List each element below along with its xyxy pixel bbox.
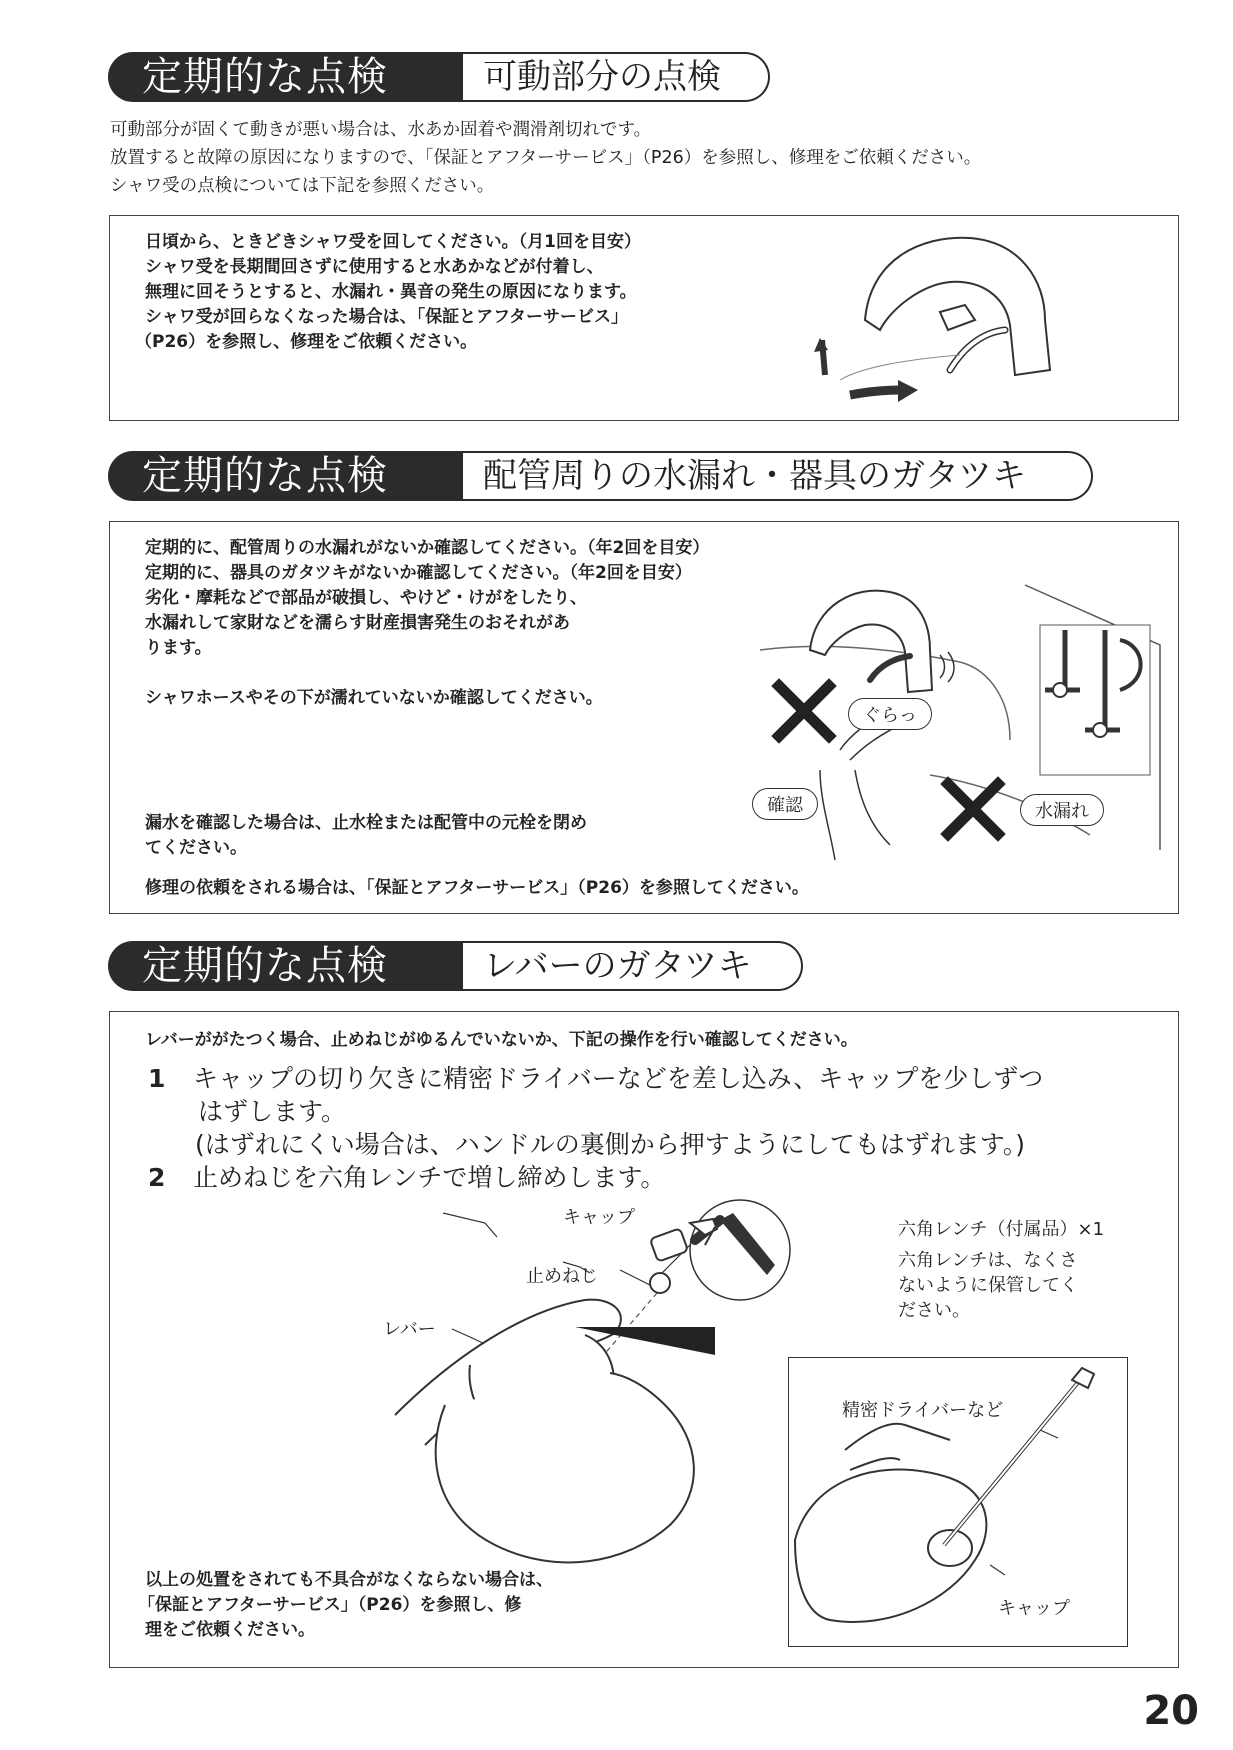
wrench-note-line: ださい。 bbox=[898, 1300, 970, 1321]
wobble-bubble: ぐらっ bbox=[848, 698, 932, 730]
section1-subtitle: 可動部分の点検 bbox=[463, 52, 770, 102]
step1-text: キャップの切り欠きに精密ドライバーなどを差し込み、キャップを少しずつ bbox=[193, 1064, 1044, 1093]
box-line: （P26）を参照し、修理をご依頼ください。 bbox=[135, 332, 478, 352]
box-line: 定期的に、配管周りの水漏れがないか確認してください。（年2回を目安） bbox=[145, 538, 710, 558]
section2-subtitle: 配管周りの水漏れ・器具のガタツキ bbox=[463, 451, 1093, 501]
section3-intro: レバーががたつく場合、止めねじがゆるんでいないか、下記の操作を行い確認してください。 bbox=[145, 1030, 858, 1050]
box-line: ります。 bbox=[145, 638, 212, 658]
section2-title: 定期的な点検 bbox=[108, 451, 463, 501]
x-mark-icon bbox=[775, 682, 833, 740]
box-line: シャワ受が回らなくなった場合は、「保証とアフターサービス」 bbox=[145, 307, 628, 327]
wrench-note-line: 六角レンチは、なくさ bbox=[898, 1250, 1078, 1271]
check-bubble: 確認 bbox=[752, 788, 818, 820]
driver-cap-illustration bbox=[790, 1360, 1126, 1646]
box-line: 定期的に、器具のガタツキがないか確認してください。（年2回を目安） bbox=[145, 563, 692, 583]
footer-line: 理をご依頼ください。 bbox=[145, 1620, 315, 1640]
section1-intro bbox=[110, 116, 981, 200]
wrench-note-line: ないように保管してく bbox=[898, 1275, 1078, 1296]
section1-title: 定期的な点検 bbox=[108, 52, 463, 102]
section1-header bbox=[108, 52, 770, 102]
section2-header bbox=[108, 451, 1093, 501]
box-line: 劣化・摩耗などで部品が破損し、やけど・けがをしたり、 bbox=[145, 588, 587, 608]
step2-number: 2 bbox=[148, 1163, 166, 1192]
driver-label: 精密ドライバーなど bbox=[842, 1400, 1004, 1421]
intro-line: 可動部分が固くて動きが悪い場合は、水あか固着や潤滑剤切れです。 bbox=[110, 120, 652, 140]
cap-label: キャップ bbox=[563, 1207, 635, 1228]
shower-check-text: シャワホースやその下が濡れていないか確認してください。 bbox=[145, 688, 603, 708]
intro-line: 放置すると故障の原因になりますので、「保証とアフターサービス」（P26）を参照し、修理をご依頼ください。 bbox=[110, 148, 982, 168]
box-line: 水漏れして家財などを濡らす財産損害発生のおそれがあ bbox=[145, 613, 570, 633]
step1-text: はずします。 bbox=[198, 1097, 347, 1126]
lever-label: レバー bbox=[383, 1319, 436, 1340]
repair-text: 修理の依頼をされる場合は、「保証とアフターサービス」（P26）を参照してください。 bbox=[145, 878, 809, 898]
section3-subtitle: レバーのガタツキ bbox=[463, 941, 803, 991]
step1-number: 1 bbox=[148, 1064, 166, 1093]
x-mark-icon bbox=[944, 780, 1002, 838]
section3-title: 定期的な点検 bbox=[108, 941, 463, 991]
screw-label: 止めねじ bbox=[526, 1266, 598, 1287]
cap-label-inset: キャップ bbox=[998, 1598, 1070, 1619]
wrench-note bbox=[898, 1248, 1078, 1323]
faucet-rotate-illustration bbox=[800, 220, 1090, 415]
intro-line: シャワ受の点検については下記を参照ください。 bbox=[110, 176, 495, 196]
leak-bubble: 水漏れ bbox=[1020, 794, 1104, 826]
box-line: シャワ受を長期間回さずに使用すると水あかなどが付着し、 bbox=[145, 257, 604, 277]
section3-header bbox=[108, 941, 803, 991]
page-number: 20 bbox=[1143, 1688, 1199, 1734]
step1-note: (はずれにくい場合は、ハンドルの裏側から押すようにしてもはずれます。) bbox=[195, 1130, 1026, 1159]
footer-line: 以上の処置をされても不具合がなくならない場合は、 bbox=[145, 1570, 553, 1590]
wrench-label: 六角レンチ（付属品）×1 bbox=[898, 1219, 1105, 1240]
leak-text: てください。 bbox=[145, 838, 247, 858]
footer-line: 「保証とアフターサービス」（P26）を参照し、修 bbox=[138, 1595, 522, 1615]
step2-text: 止めねじを六角レンチで増し締めします。 bbox=[193, 1163, 666, 1192]
box-line: 日頃から、ときどきシャワ受を回してください。（月1回を目安） bbox=[145, 232, 641, 252]
leak-text: 漏水を確認した場合は、止水栓または配管中の元栓を閉め bbox=[145, 813, 587, 833]
box-line: 無理に回そうとすると、水漏れ・異音の発生の原因になります。 bbox=[145, 282, 637, 302]
